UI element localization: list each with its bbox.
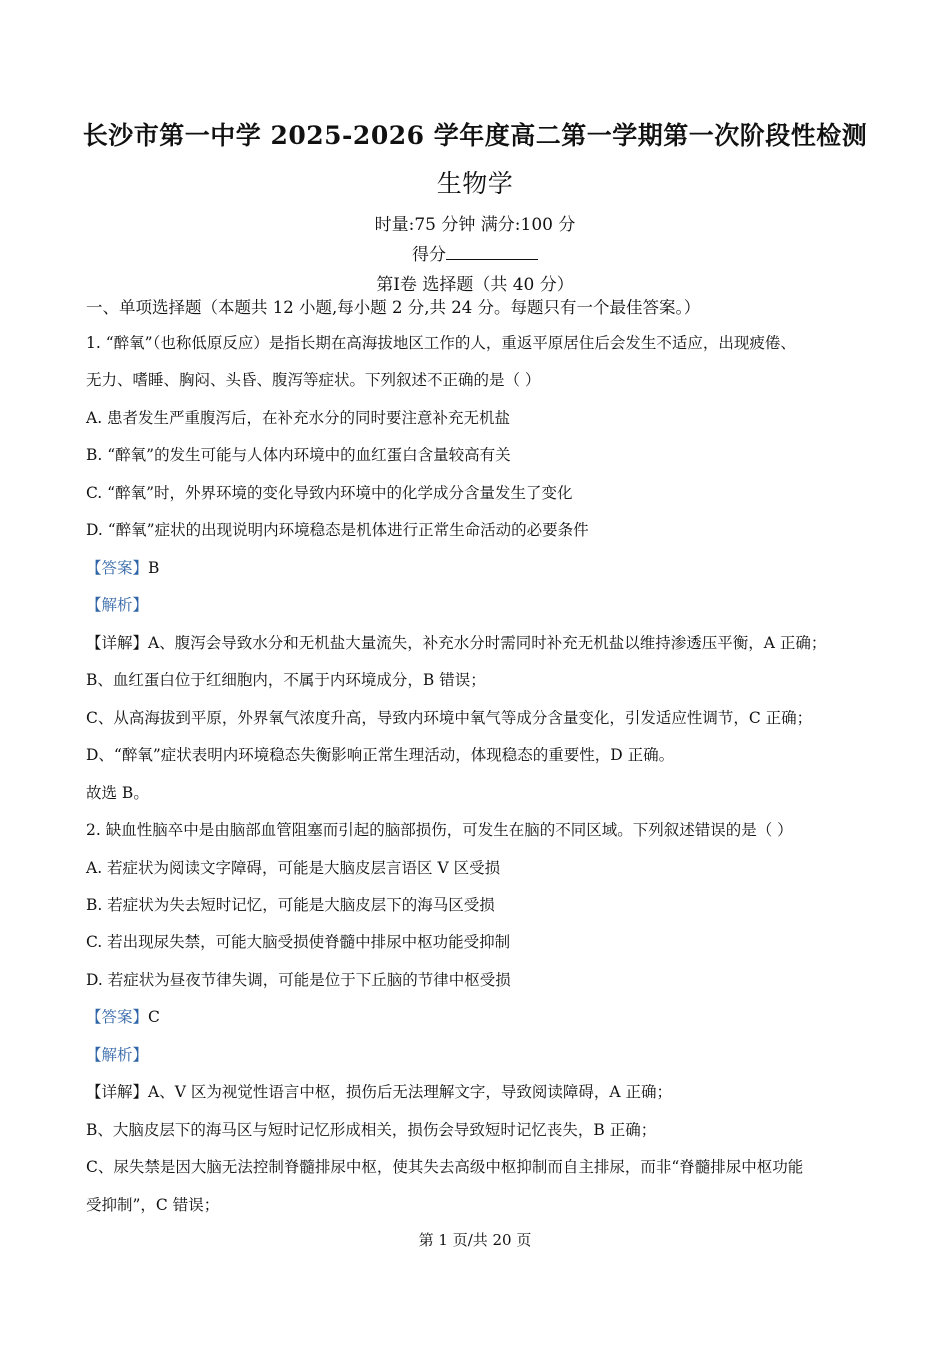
q1-answer — [86, 558, 876, 578]
q2-option-d: D. 若症状为昼夜节律失调，可能是位于下丘脑的节律中枢受损 — [86, 971, 511, 989]
q1-detail-c: C、从高海拔到平原，外界氧气浓度升高，导致内环境中氧气等成分含量变化，引发适应性调节，C 正确； — [86, 709, 813, 727]
q2-option-c: C. 若出现尿失禁，可能大脑受损使脊髓中排尿中枢功能受抑制 — [86, 933, 511, 951]
q2-option-a: A. 若症状为阅读文字障碍，可能是大脑皮层言语区 V 区受损 — [86, 859, 501, 877]
detail-text: A、腹泻会导致水分和无机盐大量流失，补充水分时需同时补充无机盐以维持渗透压平衡，A 正确； — [148, 634, 827, 652]
q1-stem-line1: 1. “醉氧”（也称低原反应）是指长期在高海拔地区工作的人，重返平原居住后会发生不适应，出现疲倦、 — [86, 334, 796, 352]
q1-detail-d: D、“醉氧”症状表明内环境稳态失衡影响正常生理活动，体现稳态的重要性，D 正确。 — [86, 746, 675, 764]
q2-detail-a — [86, 1082, 876, 1102]
answer-value: B — [148, 559, 160, 577]
score-field — [0, 240, 950, 265]
volume-title: 第Ⅰ卷 选择题（共 40 分） — [376, 275, 574, 295]
q1-analysis — [86, 595, 876, 615]
section-heading: 一、单项选择题（本题共 12 小题,每小题 2 分,共 24 分。每题只有一个最佳答案。） — [86, 298, 701, 317]
q1-detail-b: B、血红蛋白位于红细胞内，不属于内环境成分，B 错误； — [86, 671, 486, 689]
q1-conclusion: 故选 B。 — [86, 784, 149, 802]
q1-stem-line2: 无力、嗜睡、胸闷、头昏、腹泻等症状。下列叙述不正确的是（ ） — [86, 371, 541, 389]
answer-value: C — [148, 1008, 160, 1026]
q2-detail-b: B、大脑皮层下的海马区与短时记忆形成相关，损伤会导致短时记忆丧失，B 正确； — [86, 1121, 657, 1139]
q2-option-b: B. 若症状为失去短时记忆，可能是大脑皮层下的海马区受损 — [86, 896, 495, 914]
q2-detail-c-line2: 受抑制”，C 错误； — [86, 1196, 220, 1214]
score-blank-line — [446, 243, 538, 260]
q2-analysis — [86, 1045, 876, 1065]
q2-answer — [86, 1007, 876, 1027]
detail-text: A、V 区为视觉性语言中枢，损伤后无法理解文字，导致阅读障碍，A 正确； — [148, 1083, 672, 1101]
time-score-info: 时量:75 分钟 满分:100 分 — [374, 215, 576, 235]
answer-tag: 【答案】 — [86, 1008, 149, 1026]
exam-title: 长沙市第一中学 2025-2026 学年度高二第一学期第一次阶段性检测 — [82, 121, 868, 150]
detail-tag: 【详解】 — [86, 1083, 149, 1101]
q1-option-d: D. “醉氧”症状的出现说明内环境稳态是机体进行正常生命活动的必要条件 — [86, 521, 589, 539]
subject-title: 生物学 — [436, 169, 514, 198]
q2-detail-c-line1: C、尿失禁是因大脑无法控制脊髓排尿中枢，使其失去高级中枢抑制而自主排尿，而非“脊髓排尿中枢功能 — [86, 1158, 804, 1176]
score-label: 得分 — [412, 245, 446, 265]
q1-detail-a — [86, 633, 876, 653]
q2-stem-line1: 2. 缺血性脑卒中是由脑部血管阻塞而引起的脑部损伤，可发生在脑的不同区域。下列叙述错误的是（ ） — [86, 821, 793, 839]
q1-option-a: A. 患者发生严重腹泻后，在补充水分的同时要注意补充无机盐 — [86, 409, 511, 427]
detail-tag: 【详解】 — [86, 634, 149, 652]
page-footer: 第 1 页/共 20 页 — [418, 1231, 532, 1249]
q1-option-b: B. “醉氧”的发生可能与人体内环境中的血红蛋白含量较高有关 — [86, 446, 511, 464]
q1-option-c: C. “醉氧”时，外界环境的变化导致内环境中的化学成分含量发生了变化 — [86, 484, 573, 502]
analysis-tag: 【解析】 — [86, 596, 149, 614]
analysis-tag: 【解析】 — [86, 1046, 149, 1064]
answer-tag: 【答案】 — [86, 559, 149, 577]
